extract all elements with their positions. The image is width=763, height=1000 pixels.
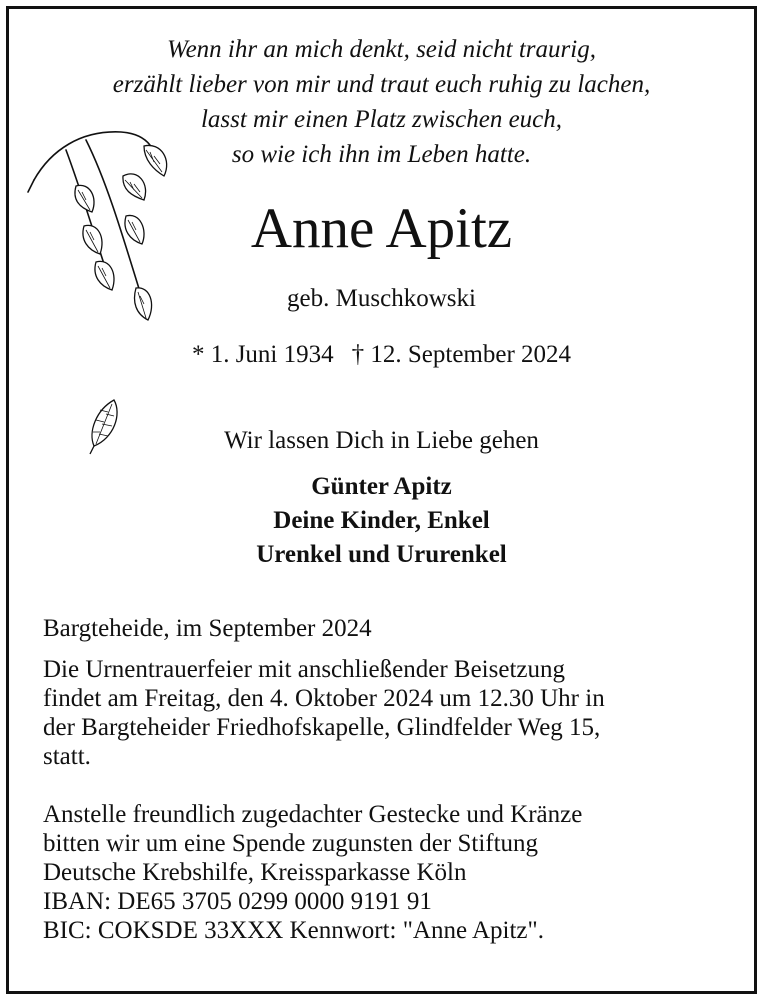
funeral-line: Die Urnentrauerfeier mit anschließender Beisetzung [43, 656, 565, 683]
bic-line: BIC: COKSDE 33XXX Kennwort: "Anne Apitz". [43, 917, 544, 944]
memorial-poem [0, 32, 763, 172]
donation-line: bitten wir um eine Spende zugunsten der Stiftung [43, 830, 539, 857]
mourner-entry: Urenkel und Ururenkel [256, 541, 507, 568]
poem-line: lasst mir einen Platz zwischen euch, [200, 106, 563, 133]
death-date: † 12. September 2024 [351, 341, 572, 368]
mourners-list [0, 470, 763, 572]
closing-line: Wir lassen Dich in Liebe gehen [224, 427, 539, 454]
place-date: Bargteheide, im September 2024 [43, 615, 372, 642]
funeral-line: findet am Freitag, den 4. Oktober 2024 um 12.30 Uhr in [43, 685, 605, 712]
funeral-line: der Bargteheider Friedhofskapelle, Glindfelder Weg 15, [43, 714, 601, 741]
iban-line: IBAN: DE65 3705 0299 0000 9191 91 [43, 888, 432, 915]
funeral-info [43, 655, 733, 771]
poem-line: Wenn ihr an mich denkt, seid nicht traurig, [167, 36, 596, 63]
poem-line: so wie ich ihn im Leben hatte. [231, 141, 532, 168]
mourner-entry: Günter Apitz [311, 473, 452, 500]
maiden-name: geb. Muschkowski [287, 285, 476, 312]
funeral-line: statt. [43, 743, 91, 770]
life-dates [0, 338, 763, 372]
birth-date: * 1. Juni 1934 [191, 341, 334, 368]
poem-line: erzählt lieber von mir und traut euch ruhig zu lachen, [112, 71, 651, 98]
deceased-name: Anne Apitz [250, 197, 513, 260]
donation-line: Deutsche Krebshilfe, Kreissparkasse Köln [43, 859, 467, 886]
mourner-entry: Deine Kinder, Enkel [273, 507, 490, 534]
donation-info [43, 800, 733, 945]
donation-line: Anstelle freundlich zugedachter Gestecke und Kränze [43, 801, 583, 828]
